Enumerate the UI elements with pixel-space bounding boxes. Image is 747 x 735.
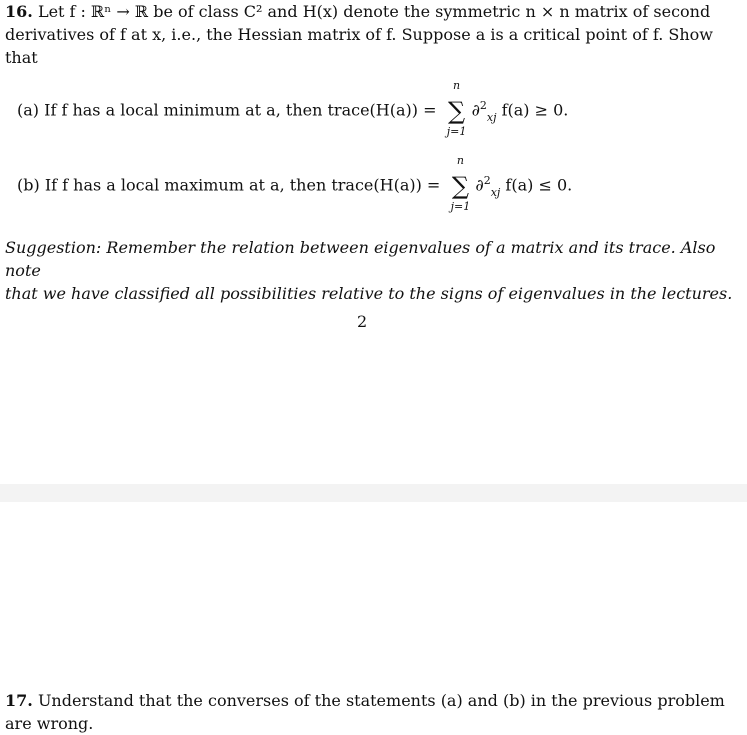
problem-17-text-1: Understand that the converses of the statements (a) and (b) in the previous problem [37,691,725,710]
part-a-partial-sup: 2 [479,98,487,112]
part-b [17,154,573,213]
part-a-partial: ∂ [471,100,480,120]
part-a-partial-sub: xj [486,110,497,124]
page-number: 2 [357,312,368,331]
part-a-sum-upper: n [453,79,461,92]
part-b-partial-sub: xj [490,185,501,199]
problem-16-line-1 [5,0,735,23]
problem-16-line-2: derivatives of f at x, i.e., the Hessian matrix of f. Suppose a is a critical point of f. Show [5,25,713,44]
part-b-summation [447,154,473,213]
problem-16-intro-1: Let f : ℝⁿ → ℝ be of class C² and H(x) denote the symmetric n × n matrix of second [37,2,711,21]
part-a-text: If f has a local minimum at a, then trace(H(a)) = [44,100,437,120]
problem-16-number: 16. [5,2,33,21]
suggestion-line-1: Suggestion: Remember the relation between eigenvalues of a matrix and its trace. Also note [5,238,716,280]
part-b-sum-lower: j=1 [450,200,471,213]
part-a-sum-lower: j=1 [446,125,467,138]
part-a-summation [444,79,470,138]
part-a-tail: f(a) ≥ 0. [501,100,569,120]
part-b-partial-sup: 2 [483,173,491,187]
page-gap [0,484,747,502]
part-b-label: (b) [17,175,40,195]
part-a-label: (a) [17,100,40,120]
sigma-symbol: ∑ [451,172,469,200]
part-b-partial: ∂ [475,175,484,195]
suggestion-line-2: that we have classified all possibilities relative to the signs of eigenvalues in the lectures. [5,284,733,303]
suggestion-note [5,236,735,305]
problem-17-line-2: are wrong. [5,714,94,733]
problem-16-line-3: that [5,48,38,67]
problem-17-number: 17. [5,691,33,710]
problem-17-line-1 [5,689,735,712]
sigma-symbol: ∑ [448,97,466,125]
part-b-text: If f has a local maximum at a, then trace(H(a)) = [44,175,441,195]
problem-16-statement [5,0,735,69]
problem-17-statement [5,689,735,735]
part-b-sum-upper: n [456,154,464,167]
part-b-tail: f(a) ≤ 0. [505,175,573,195]
part-a [17,79,569,138]
